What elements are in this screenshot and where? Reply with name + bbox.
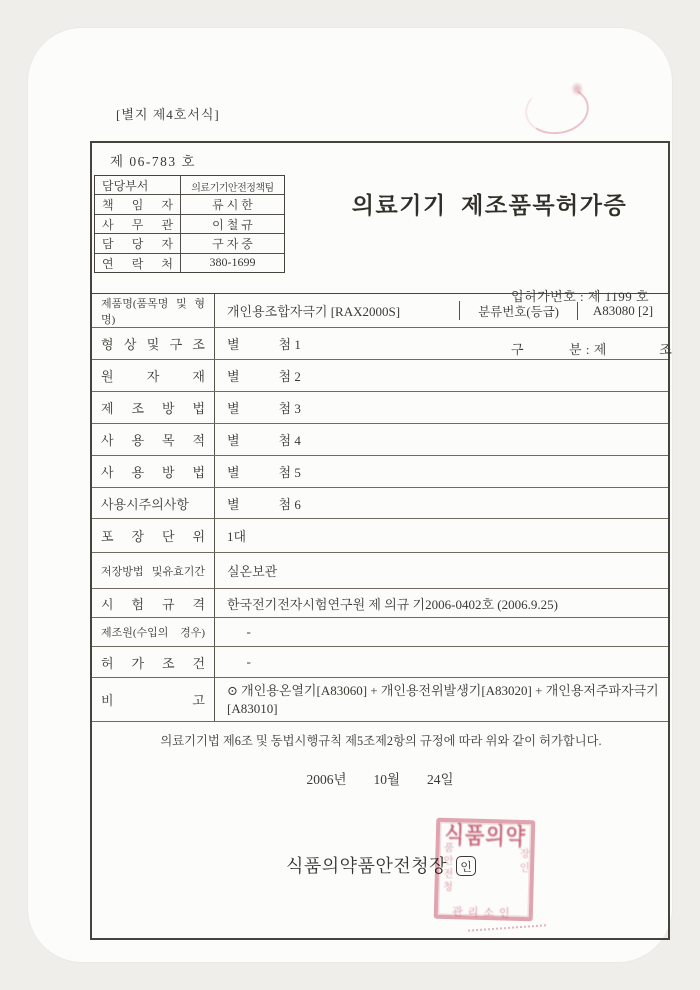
issue-date: 2006년 10월 24일 xyxy=(306,772,454,787)
row-value: 1대 xyxy=(227,529,247,544)
row-label: 사 용 방 법 xyxy=(92,456,215,487)
stamp-top-glyphs: 식품의약 xyxy=(444,822,527,851)
row-label: 형 상 및 구 조 xyxy=(92,328,215,359)
row-label: 비 고 xyxy=(92,678,215,721)
stamp-right-glyphs: 장인 xyxy=(516,847,529,877)
product-name-label: 제품명(품목명 및 형명) xyxy=(92,294,215,327)
table-row xyxy=(92,618,668,647)
table-row xyxy=(92,360,668,392)
contact-row-label: 책 임 자 xyxy=(95,195,181,213)
category-line: 구 분 : 제 조 xyxy=(511,341,673,357)
row-value: 별 첨 2 xyxy=(227,369,301,384)
table-row xyxy=(92,392,668,424)
contact-row-value: 류 시 한 xyxy=(212,198,253,213)
table-row xyxy=(92,294,668,328)
seal-mark: 인 xyxy=(456,856,476,876)
contact-row-value: 구 자 중 xyxy=(212,237,253,252)
contact-row-label: 연 락 처 xyxy=(95,254,181,272)
contact-row-value: 의료기기안전정책팀 xyxy=(191,183,274,194)
row-value: 실온보관 xyxy=(227,564,278,579)
row-label: 제조원(수입의 경우) xyxy=(92,618,215,646)
document-number: 제 06-783 호 xyxy=(110,154,197,169)
table-row xyxy=(95,234,284,253)
row-label: 시 험 규 격 xyxy=(92,589,215,617)
stamp-left-glyphs: 품안전청 xyxy=(440,841,453,895)
table-row xyxy=(92,647,668,678)
table-row xyxy=(95,195,284,214)
table-row xyxy=(92,553,668,589)
table-row xyxy=(95,215,284,234)
certificate-border xyxy=(90,141,673,940)
table-row xyxy=(92,328,668,360)
row-value: 별 첨 1 xyxy=(227,337,301,352)
official-seal-stamp xyxy=(434,818,536,922)
row-label: 저장방법 및유효기간 xyxy=(92,553,215,588)
form-number-label: [별지 제4호서식] xyxy=(116,107,220,122)
row-value: 한국전기전자시험연구원 제 의규 기2006-0402호 (2006.9.25) xyxy=(227,596,558,612)
stamp-bottom-glyphs: 관리소인 xyxy=(451,906,515,920)
row-label: 허 가 조 건 xyxy=(92,647,215,677)
table-row xyxy=(95,176,284,195)
partial-stamp-mark xyxy=(522,82,592,138)
row-label: 원 자 재 xyxy=(92,360,215,391)
class-number-value: A83080 [2] xyxy=(592,302,654,318)
table-row xyxy=(92,589,668,618)
row-value: - xyxy=(227,654,251,669)
table-row xyxy=(92,488,668,519)
row-value: 별 첨 3 xyxy=(227,401,301,416)
row-label: 사 용 목 적 xyxy=(92,424,215,455)
certificate-title: 의료기기 제조품목허가증 xyxy=(351,193,628,218)
contact-row-label: 사 무 관 xyxy=(95,215,181,233)
table-row xyxy=(95,254,284,272)
contact-row-value: 이 철 규 xyxy=(212,217,253,232)
permission-statement: 의료기기법 제6조 및 동법시행규칙 제5조제2항의 규정에 따라 위와 같이 허가합니다. xyxy=(160,734,602,748)
class-number-label: 분류번호(등급) xyxy=(460,302,578,320)
row-value: - xyxy=(227,624,251,639)
row-value: 별 첨 6 xyxy=(227,496,301,512)
row-label: 포 장 단 위 xyxy=(92,519,215,552)
document-page xyxy=(28,28,672,962)
contact-row-label: 담당부서 xyxy=(95,176,181,194)
contact-info-table xyxy=(94,175,285,273)
row-value: 별 첨 5 xyxy=(227,465,301,480)
product-detail-table xyxy=(92,293,668,722)
signer-title: 식품의약품안전청장 xyxy=(286,856,447,876)
table-row xyxy=(92,456,668,488)
stamp-ink-speckles xyxy=(468,924,546,931)
business-permit-number: 업허가번호 : 제 1199 호 xyxy=(511,289,650,304)
row-label: 사용시주의사항 xyxy=(92,488,215,518)
table-row xyxy=(92,519,668,553)
contact-row-label: 담 당 자 xyxy=(95,234,181,252)
table-row xyxy=(92,678,668,722)
row-value: 별 첨 4 xyxy=(227,433,301,448)
row-value: ⊙ 개인용온열기[A83060] + 개인용전위발생기[A83020] + 개인용저주파자극기[A83010] xyxy=(227,682,659,716)
row-label: 제 조 방 법 xyxy=(92,392,215,423)
product-name-value: 개인용조합자극기 [RAX2000S] xyxy=(215,301,460,320)
table-row xyxy=(92,424,668,456)
contact-row-value: 380-1699 xyxy=(209,254,256,269)
